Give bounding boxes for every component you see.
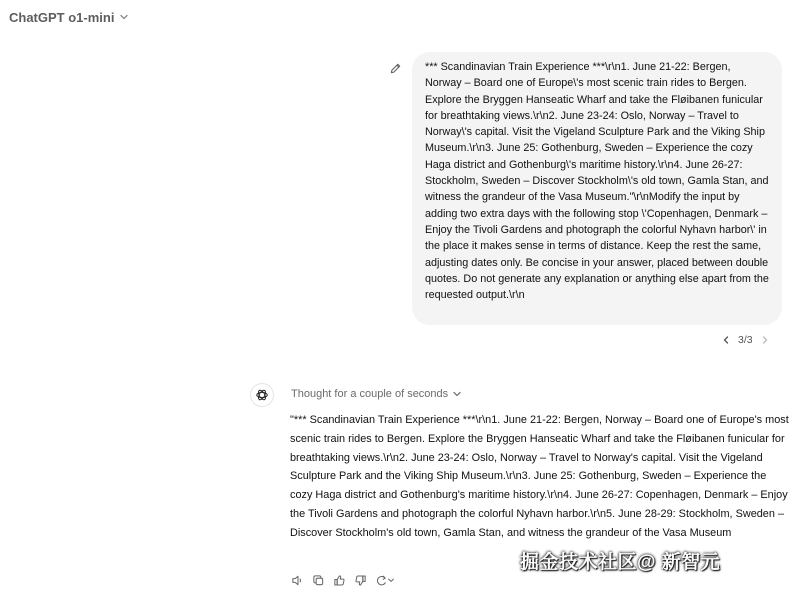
thumbs-down-icon[interactable] [353,573,367,587]
openai-logo-icon [250,383,274,407]
pencil-icon[interactable] [387,60,403,76]
copy-icon[interactable] [311,573,325,587]
user-message: *** Scandinavian Train Experience ***\r\n1. June 21-22: Bergen, Norway – Board one of Europe\'s most scenic train rides to Bergen. Explore the Bryggen Hanseatic Wharf and take the Fløibanen funicular for breathtaking views.\r\n2. June 23-24: Oslo, Norway – Travel to Norway\'s capital. Visit the Vigeland Sculpture Park and the Viking Ship Museum.\r\n3. June 25: Gothenburg, Sweden – Experience the cozy Haga district and Gothenburg\'s maritime history.\r\n4. June 26-27: Stockholm, Sweden – Discover Stockholm\'s old town, Gamla Stan, and witness the grandeur of the Vasa Museum."\r\nModify the input by adding two extra days with the following stop \'Copenhagen, Denmark – Enjoy the Tivoli Gardens and photograph the colorful Nyhavn harbor\' in the place it makes sense in terms of distance. Keep the rest the same, adjusting dates only. Be concise in your answer, placed between double quotes. Do not generate any explanation or anything else apart from the requested output.\r\n [412,52,782,325]
thumbs-up-icon[interactable] [332,573,346,587]
regenerate-icon[interactable] [374,573,396,587]
speaker-icon[interactable] [290,573,304,587]
chevron-left-icon[interactable] [720,334,732,346]
model-name: ChatGPT o1-mini [9,9,115,25]
message-pager [720,332,771,348]
message-actions [290,572,396,588]
watermark: 掘金技术社区@ 新智元 [520,551,721,573]
chevron-down-icon [452,389,462,399]
assistant-message: "*** Scandinavian Train Experience ***\r\n1. June 21-22: Bergen, Norway – Board one of Europe's most scenic train rides to Bergen. Explore the Bryggen Hanseatic Wharf and take the Fløibanen funicular for breathtaking views.\r\n2. June 23-24: Oslo, Norway – Travel to Norway's capital. Visit the Vigeland Sculpture Park and the Viking Ship Museum.\r\n3. June 25: Gothenburg, Sweden – Experience the cozy Haga district and Gothenburg's maritime history.\r\n4. June 26-27: Copenhagen, Denmark – Enjoy the Tivoli Gardens and photograph the colorful Nyhavn harbor.\r\n5. June 28-29: Stockholm, Sweden – Discover Stockholm's old town, Gamla Stan, and witness the grandeur of the Vasa Museum [290,414,792,539]
pager-count: 3/3 [738,334,753,346]
chevron-down-icon [119,12,129,22]
thought-toggle[interactable] [291,386,462,402]
chevron-right-icon[interactable] [759,334,771,346]
thought-label: Thought for a couple of seconds [291,388,449,400]
model-switcher[interactable] [9,8,129,26]
